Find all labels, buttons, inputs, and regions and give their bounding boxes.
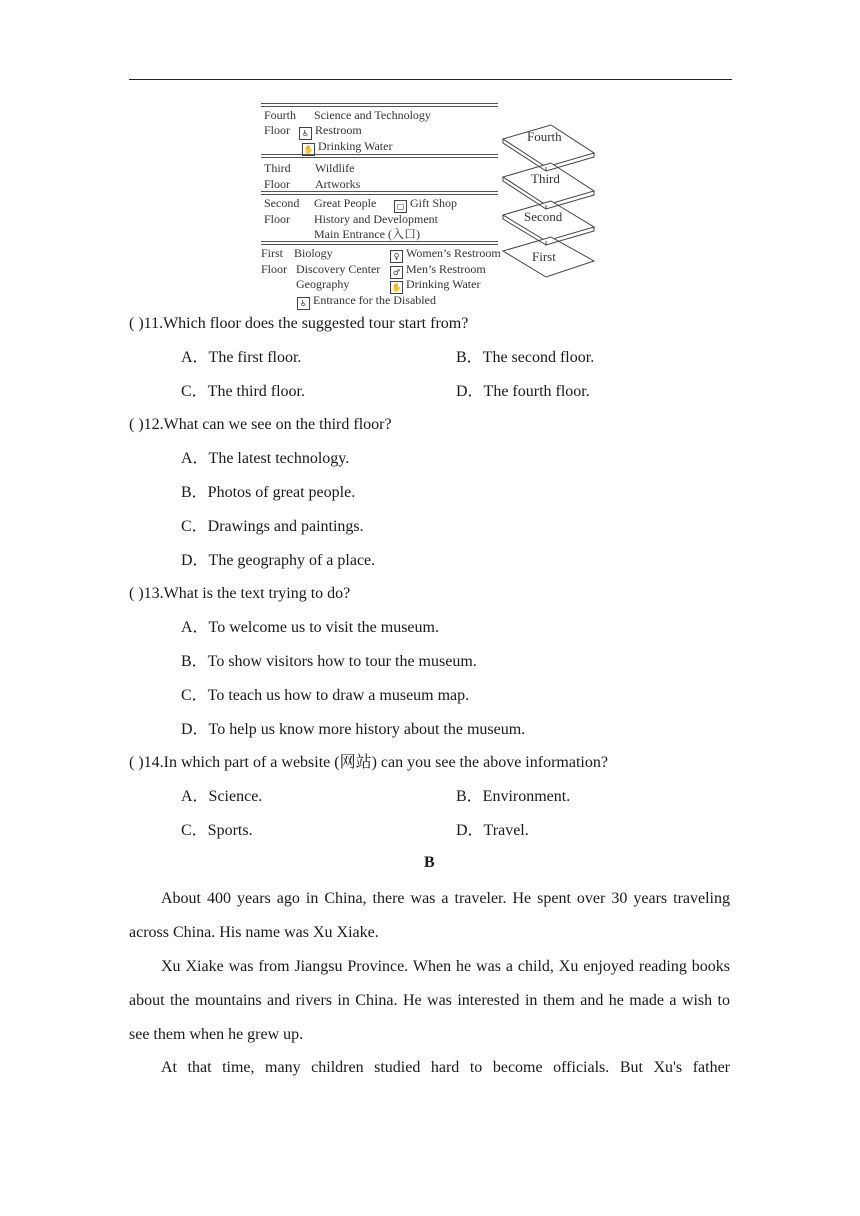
answer-option: D．The geography of a place. (181, 552, 376, 569)
paragraph-text: About 400 years ago in China, there was a traveler. He spent over 30 years traveling across China. His name was Xu Xiake. (129, 890, 730, 941)
diagram-label-third: Third (531, 171, 560, 186)
header-rule (129, 79, 732, 80)
facility-item: Drinking Water (406, 277, 481, 291)
answer-option: B．Environment. (456, 788, 571, 805)
floor-label: Floor (264, 177, 291, 191)
mens-restroom-icon: ♂ (390, 266, 403, 279)
museum-directory (259, 103, 604, 308)
floor-divider (261, 154, 498, 158)
facility-item: Drinking Water (318, 139, 393, 153)
answer-option: A．The latest technology. (181, 450, 350, 467)
exhibit-item: Wildlife (315, 161, 355, 175)
floor-label: Floor (261, 262, 288, 276)
floor-label: Second (264, 196, 300, 210)
answer-option: A．The first floor. (181, 349, 302, 366)
exhibit-item: Geography (296, 277, 350, 291)
section-heading: B (424, 854, 435, 871)
facility-item: Women’s Restroom (406, 246, 501, 260)
accessible-entrance-icon: ♿ (297, 297, 310, 310)
answer-option: D．To help us know more history about the museum. (181, 721, 526, 738)
facility-item: Restroom (315, 123, 362, 137)
passage-paragraph (129, 1051, 730, 1085)
answer-option: A．To welcome us to visit the museum. (181, 619, 439, 636)
facility-item: Entrance for the Disabled (313, 293, 436, 307)
question-stem: ( )13.What is the text trying to do? (129, 585, 351, 602)
exhibit-item: Science and Technology (314, 108, 431, 122)
womens-restroom-icon: ♀ (390, 250, 403, 263)
facility-item: Men’s Restroom (406, 262, 486, 276)
passage-paragraph (129, 882, 730, 950)
floor-label: Floor (264, 212, 291, 226)
drinking-water-icon: ✋ (303, 145, 314, 154)
answer-option: C．To teach us how to draw a museum map. (181, 687, 470, 704)
floor-label: Floor (264, 123, 291, 137)
floor-stack-diagram (499, 123, 604, 283)
diagram-label-fourth: Fourth (527, 129, 562, 144)
answer-option: B．Photos of great people. (181, 484, 356, 501)
passage-paragraph (129, 950, 730, 1052)
diagram-label-first: First (532, 249, 556, 264)
exhibit-item: Discovery Center (296, 262, 381, 276)
question-stem: ( )11.Which floor does the suggested tour start from? (129, 315, 469, 332)
floor-divider (261, 241, 498, 245)
paragraph-text: Xu Xiake was from Jiangsu Province. When he was a child, Xu enjoyed reading books about the mountains and rivers in China. He was interested in them and he made a wish to see them when he grew up. (129, 958, 730, 1043)
question-stem: ( )12.What can we see on the third floor? (129, 416, 392, 433)
answer-option: D．The fourth floor. (456, 383, 590, 400)
floor-label: First (261, 246, 284, 260)
drinking-water-icon: ✋ (391, 283, 402, 292)
question-stem: ( )14.In which part of a website (网站) can you see the above information? (129, 754, 608, 771)
restroom-icon: ♿ (299, 127, 312, 140)
floor-divider (261, 103, 498, 107)
answer-option: A．Science. (181, 788, 263, 805)
floor-divider (261, 191, 498, 195)
answer-option: C．Drawings and paintings. (181, 518, 364, 535)
exhibit-item: Artworks (315, 177, 361, 191)
facility-item: Gift Shop (410, 196, 458, 210)
floor-label: Fourth (264, 108, 297, 122)
floor-label: Third (264, 161, 291, 175)
exhibit-item: History and Development (314, 212, 438, 226)
answer-option: B．To show visitors how to tour the museum. (181, 653, 477, 670)
gift-shop-icon: ▢ (394, 200, 407, 213)
answer-option: C．The third floor. (181, 383, 305, 400)
entrance-item: Main Entrance (入口) (314, 227, 420, 241)
answer-option: B．The second floor. (456, 349, 595, 366)
diagram-label-second: Second (524, 209, 563, 224)
exhibit-item: Great People (314, 196, 377, 210)
answer-option: C．Sports. (181, 822, 253, 839)
paragraph-text: At that time, many children studied hard to become officials. But Xu's father (161, 1059, 730, 1076)
answer-option: D．Travel. (456, 822, 529, 839)
exhibit-item: Biology (294, 246, 333, 260)
